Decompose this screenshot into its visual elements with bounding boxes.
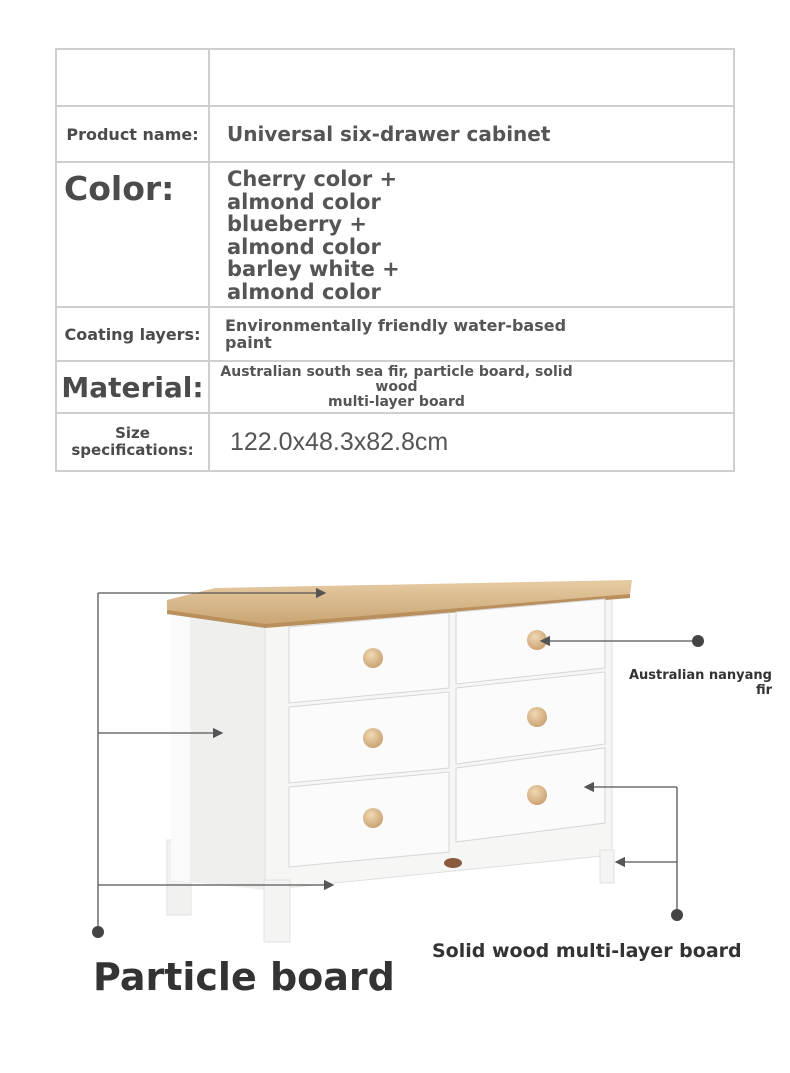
color-value-line: almond color [227,279,381,304]
material-value-line: multi-layer board [328,393,465,410]
brand-badge [444,858,462,868]
color-value-line: blueberry + [227,212,368,236]
drawer-knob [527,630,547,650]
drawer-knob [363,808,383,828]
size-label-line: specifications: [71,441,194,459]
label-fir-line: fir [755,683,772,698]
size-label-line: Size [115,424,150,442]
material-label: Material: [56,361,209,413]
label-solid-wood: Solid wood multi-layer board [432,940,742,962]
product-name-label: Product name: [56,106,209,162]
size-value: 122.0x48.3x82.8cm [209,413,734,471]
cabinet-illustration [167,580,632,942]
cabinet-leg-front-left [264,880,290,942]
drawer-knob [363,728,383,748]
color-label: Color: [56,162,209,307]
cabinet-side-edge [171,612,190,882]
color-value-line: Cherry color + [227,167,398,191]
color-value-line: almond color [227,234,381,259]
product-name-value: Universal six-drawer cabinet [209,106,734,162]
label-australian-fir [600,668,772,698]
label-particle-board: Particle board [93,955,395,999]
coating-value-line: Environmentally friendly water-based [225,316,567,335]
coating-value-line: paint [225,333,272,352]
cabinet-leg-front-right [600,850,614,883]
color-value-line: almond color [227,189,381,214]
callout-dot-solid [671,909,683,921]
callout-dot-fir [692,635,704,647]
material-value-line: Australian south sea fir, particle board, solid wood [220,363,573,395]
drawer-knob [363,648,383,668]
label-fir-line: Australian nanyang [628,668,772,683]
coating-label: Coating layers: [56,307,209,361]
color-value-line: barley white + [227,257,400,281]
drawer-knob [527,707,547,727]
callout-dot-particle [92,926,104,938]
drawer-knob [527,785,547,805]
